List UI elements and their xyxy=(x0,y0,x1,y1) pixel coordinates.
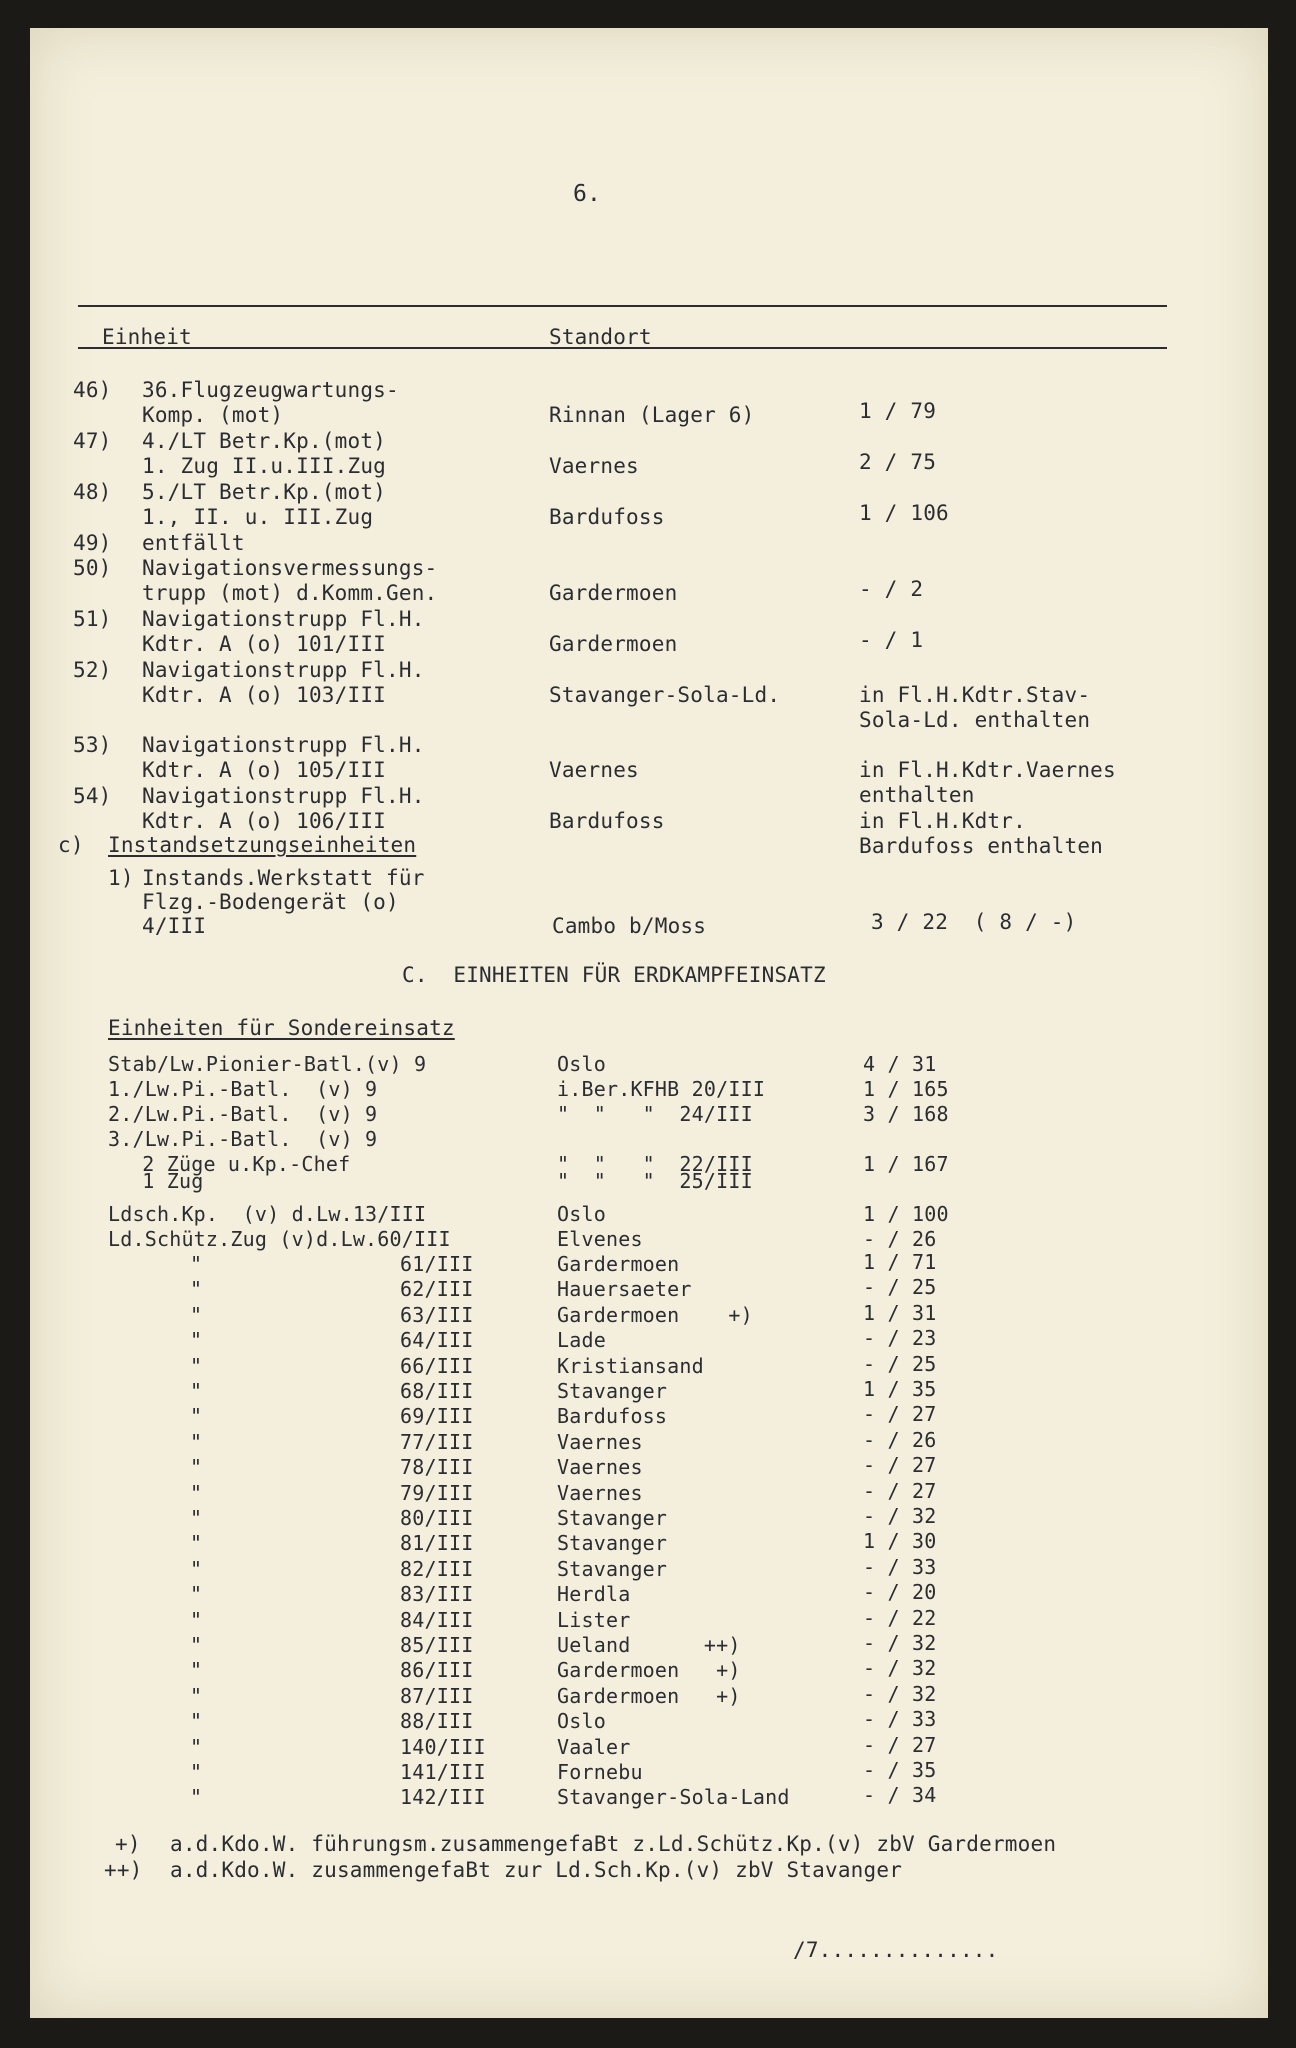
unit-strength: - / 25 xyxy=(863,1275,937,1300)
footnote-text: a.d.Kdo.W. führungsm.zusammengefaBt z.Ld.Schütz.Kp.(v) zbV Gardermoen xyxy=(170,1832,1057,1856)
unit-location: Bardufoss xyxy=(557,1404,668,1429)
list-item-number: 49) xyxy=(73,531,112,555)
continuation-mark: /7.............. xyxy=(793,1938,999,1962)
ditto-mark: " xyxy=(190,1379,203,1403)
ditto-mark: " xyxy=(190,1277,203,1302)
unit-location: Elvenes xyxy=(557,1227,643,1251)
list-item-line: 36.Flugzeugwartungs- xyxy=(142,378,399,402)
list-item-number: 48) xyxy=(73,480,112,504)
list-item-number: 47) xyxy=(73,429,112,453)
unit-strength: 1 / 35 xyxy=(863,1377,937,1401)
unit-strength: 3 / 168 xyxy=(863,1102,949,1126)
unit-name: 78/III xyxy=(400,1455,474,1480)
list-item-line: 4./LT Betr.Kp.(mot) xyxy=(142,429,387,453)
unit-name: 3./Lw.Pi.-Batl. (v) 9 xyxy=(108,1127,378,1151)
unit-location: Stavanger xyxy=(557,1506,668,1530)
unit-name: 63/III xyxy=(400,1302,474,1327)
ditto-mark: " xyxy=(190,1683,203,1708)
section-heading: C. EINHEITEN FÜR ERDKAMPFEINSATZ xyxy=(402,963,826,987)
unit-name: 64/III xyxy=(400,1328,474,1353)
unit-strength: 1 / 31 xyxy=(863,1300,937,1325)
unit-location: Oslo xyxy=(557,1709,606,1734)
column-header-standort: Standort xyxy=(549,325,652,349)
unit-location: Gardermoen +) xyxy=(557,1683,741,1708)
unit-strength: - / 32 xyxy=(863,1631,937,1655)
unit-strength: - / 32 xyxy=(863,1681,937,1706)
list-item-strength: in Fl.H.Kdtr.Stav- xyxy=(859,683,1091,707)
unit-name: 1./Lw.Pi.-Batl. (v) 9 xyxy=(108,1077,378,1101)
list-item-number: 50) xyxy=(73,556,112,580)
ditto-mark: " xyxy=(190,1658,203,1683)
header-rule-top xyxy=(78,305,1167,307)
unit-name: 79/III xyxy=(400,1480,474,1505)
unit-name: 80/III xyxy=(400,1506,474,1530)
list-item-line: 4/III xyxy=(142,914,207,938)
list-item-location: Bardufoss xyxy=(549,505,665,529)
unit-strength: - / 27 xyxy=(863,1732,937,1757)
unit-location: Stavanger-Sola-Land xyxy=(557,1785,790,1810)
unit-name: 1 Zug xyxy=(130,1169,204,1193)
document-page xyxy=(30,28,1268,2018)
list-item-strength: Bardufoss enthalten xyxy=(859,834,1104,858)
ditto-mark: " xyxy=(190,1455,203,1480)
unit-strength: - / 33 xyxy=(863,1707,937,1732)
unit-location: Gardermoen +) xyxy=(557,1658,741,1683)
list-item-strength: - / 2 xyxy=(859,577,924,601)
ditto-mark: " xyxy=(190,1328,203,1353)
unit-strength: - / 25 xyxy=(863,1351,937,1376)
unit-strength: 1 / 30 xyxy=(863,1529,937,1554)
unit-name: 81/III xyxy=(400,1531,474,1556)
unit-strength: - / 22 xyxy=(863,1605,937,1630)
footnote-text: a.d.Kdo.W. zusammengefaBt zur Ld.Sch.Kp.(v) zbV Stavanger xyxy=(170,1858,903,1882)
footnote-mark: +) xyxy=(115,1832,141,1856)
unit-location: Lade xyxy=(557,1328,606,1353)
footnote-mark: ++) xyxy=(104,1858,143,1882)
ditto-mark: " xyxy=(190,1709,203,1734)
section-c-label: c) xyxy=(58,833,84,857)
unit-name: 66/III xyxy=(400,1353,474,1378)
sondereinsatz-heading: Einheiten für Sondereinsatz xyxy=(108,1016,455,1040)
unit-strength: 1 / 165 xyxy=(863,1077,949,1101)
unit-name: 62/III xyxy=(400,1277,474,1302)
unit-name: 85/III xyxy=(400,1633,474,1657)
unit-location: Stavanger xyxy=(557,1379,668,1403)
unit-location: i.Ber.KFHB 20/III xyxy=(557,1077,766,1101)
list-item-line: Kdtr. A (o) 101/III xyxy=(142,632,387,656)
unit-name: Ld.Schütz.Zug (v)d.Lw.60/III xyxy=(108,1227,451,1251)
unit-name: 69/III xyxy=(400,1404,474,1429)
list-item-line: Navigationstrupp Fl.H. xyxy=(142,784,425,808)
unit-location: Hauersaeter xyxy=(557,1277,692,1302)
list-item-line: 1. Zug II.u.III.Zug xyxy=(142,454,387,478)
list-item-line: Kdtr. A (o) 106/III xyxy=(142,809,387,833)
list-item-strength: enthalten xyxy=(859,783,975,807)
ditto-mark: " xyxy=(190,1633,203,1657)
unit-strength: - / 23 xyxy=(863,1326,937,1351)
unit-name: 2 Züge u.Kp.-Chef xyxy=(130,1152,351,1176)
unit-strength: - / 34 xyxy=(863,1783,937,1808)
page-number: 6. xyxy=(573,181,602,207)
section-c-title: Instandsetzungseinheiten xyxy=(108,833,417,857)
unit-name: 77/III xyxy=(400,1429,474,1454)
unit-location: Herdla xyxy=(557,1582,631,1607)
list-item-line: Instands.Werkstatt für xyxy=(142,866,425,890)
list-item-location: Gardermoen xyxy=(549,581,678,605)
list-item-line: Kdtr. A (o) 105/III xyxy=(142,758,387,782)
unit-location: Ueland ++) xyxy=(557,1633,741,1657)
list-item-line: Kdtr. A (o) 103/III xyxy=(142,683,387,707)
unit-strength: - / 33 xyxy=(863,1554,937,1579)
list-item-location: Stavanger-Sola-Ld. xyxy=(549,683,781,707)
list-item-line: Komp. (mot) xyxy=(142,403,284,427)
unit-strength: - / 27 xyxy=(863,1402,937,1427)
unit-name: 142/III xyxy=(400,1785,486,1810)
column-header-einheit: Einheit xyxy=(102,325,192,349)
list-item-strength: Sola-Ld. enthalten xyxy=(859,708,1091,732)
list-item-line: 5./LT Betr.Kp.(mot) xyxy=(142,480,387,504)
ditto-mark: " xyxy=(190,1582,203,1607)
unit-strength: - / 20 xyxy=(863,1580,937,1605)
unit-strength: - / 35 xyxy=(863,1758,937,1782)
unit-name: 86/III xyxy=(400,1658,474,1683)
list-item-strength: in Fl.H.Kdtr. xyxy=(859,809,1026,833)
list-item-line: 1., II. u. III.Zug xyxy=(142,505,374,529)
list-item-location: Vaernes xyxy=(549,758,639,782)
list-item-line: trupp (mot) d.Komm.Gen. xyxy=(142,581,438,605)
unit-name: 68/III xyxy=(400,1379,474,1403)
unit-location: Oslo xyxy=(557,1052,606,1076)
list-item-number: 54) xyxy=(73,784,112,808)
unit-location: Gardermoen +) xyxy=(557,1302,753,1327)
list-item-strength: 2 / 75 xyxy=(859,450,937,474)
unit-name: 2./Lw.Pi.-Batl. (v) 9 xyxy=(108,1102,378,1126)
list-item-location: Gardermoen xyxy=(549,632,678,656)
unit-location: Vaernes xyxy=(557,1480,643,1505)
list-item-location: Vaernes xyxy=(549,454,639,478)
list-item-location: Cambo b/Moss xyxy=(552,914,707,938)
ditto-mark: " xyxy=(190,1302,203,1327)
unit-strength: - / 26 xyxy=(863,1227,937,1251)
unit-location: Gardermoen xyxy=(557,1252,680,1276)
list-item-strength: - / 1 xyxy=(859,628,924,652)
unit-location: Vaaler xyxy=(557,1734,631,1759)
list-item-number: 52) xyxy=(73,658,112,682)
unit-strength: - / 32 xyxy=(863,1504,937,1528)
ditto-mark: " xyxy=(190,1404,203,1429)
ditto-mark: " xyxy=(190,1785,203,1810)
ditto-mark: " xyxy=(190,1607,203,1632)
unit-location: Kristiansand xyxy=(557,1353,704,1378)
unit-strength: - / 26 xyxy=(863,1427,937,1452)
ditto-mark: " xyxy=(190,1531,203,1556)
list-item-strength: in Fl.H.Kdtr.Vaernes xyxy=(859,758,1116,782)
unit-name: 88/III xyxy=(400,1709,474,1734)
unit-name: Ldsch.Kp. (v) d.Lw.13/III xyxy=(108,1202,427,1226)
list-item-line: entfällt xyxy=(142,531,245,555)
unit-location: Lister xyxy=(557,1607,631,1632)
list-item-number: 1) xyxy=(108,866,134,890)
unit-location: " " " 22/III xyxy=(557,1152,753,1176)
ditto-mark: " xyxy=(190,1353,203,1378)
ditto-mark: " xyxy=(190,1429,203,1454)
list-item-strength: 1 / 79 xyxy=(859,399,937,423)
unit-name: 141/III xyxy=(400,1760,486,1784)
unit-location: Vaernes xyxy=(557,1455,643,1480)
header-rule-bottom xyxy=(78,347,1167,349)
unit-strength: 1 / 71 xyxy=(863,1250,937,1274)
unit-name: 87/III xyxy=(400,1683,474,1708)
unit-name: 84/III xyxy=(400,1607,474,1632)
unit-strength: 1 / 167 xyxy=(863,1152,949,1176)
list-item-line: Navigationstrupp Fl.H. xyxy=(142,733,425,757)
unit-name: 82/III xyxy=(400,1556,474,1581)
ditto-mark: " xyxy=(190,1556,203,1581)
ditto-mark: " xyxy=(190,1734,203,1759)
unit-name: Stab/Lw.Pionier-Batl.(v) 9 xyxy=(108,1052,427,1076)
unit-location: Oslo xyxy=(557,1202,606,1226)
unit-name: 83/III xyxy=(400,1582,474,1607)
ditto-mark: " xyxy=(190,1506,203,1530)
unit-strength: - / 27 xyxy=(863,1453,937,1478)
list-item-location: Bardufoss xyxy=(549,809,665,833)
list-item-line: Navigationstrupp Fl.H. xyxy=(142,658,425,682)
unit-location: Vaernes xyxy=(557,1429,643,1454)
ditto-mark: " xyxy=(190,1252,203,1276)
unit-strength: 4 / 31 xyxy=(863,1052,937,1076)
ditto-mark: " xyxy=(190,1480,203,1505)
list-item-location: Rinnan (Lager 6) xyxy=(549,403,755,427)
list-item-number: 46) xyxy=(73,378,112,402)
unit-location: Fornebu xyxy=(557,1760,643,1784)
list-item-line: Navigationsvermessungs- xyxy=(142,556,438,580)
list-item-number: 51) xyxy=(73,607,112,631)
unit-location: " " " 24/III xyxy=(557,1102,753,1126)
unit-location: Stavanger xyxy=(557,1531,668,1556)
list-item-strength: 1 / 106 xyxy=(859,501,949,525)
list-item-line: Navigationstrupp Fl.H. xyxy=(142,607,425,631)
unit-location: Stavanger xyxy=(557,1556,668,1581)
list-item-strength: 3 / 22 ( 8 / -) xyxy=(871,910,1077,934)
unit-name: 140/III xyxy=(400,1734,486,1759)
unit-strength: - / 32 xyxy=(863,1656,937,1681)
list-item-line: Flzg.-Bodengerät (o) xyxy=(142,890,399,914)
ditto-mark: " xyxy=(190,1760,203,1784)
unit-name: 61/III xyxy=(400,1252,474,1276)
unit-strength: - / 27 xyxy=(863,1478,937,1503)
list-item-number: 53) xyxy=(73,733,112,757)
unit-strength: 1 / 100 xyxy=(863,1202,949,1226)
unit-location: " " " 25/III xyxy=(557,1169,753,1193)
